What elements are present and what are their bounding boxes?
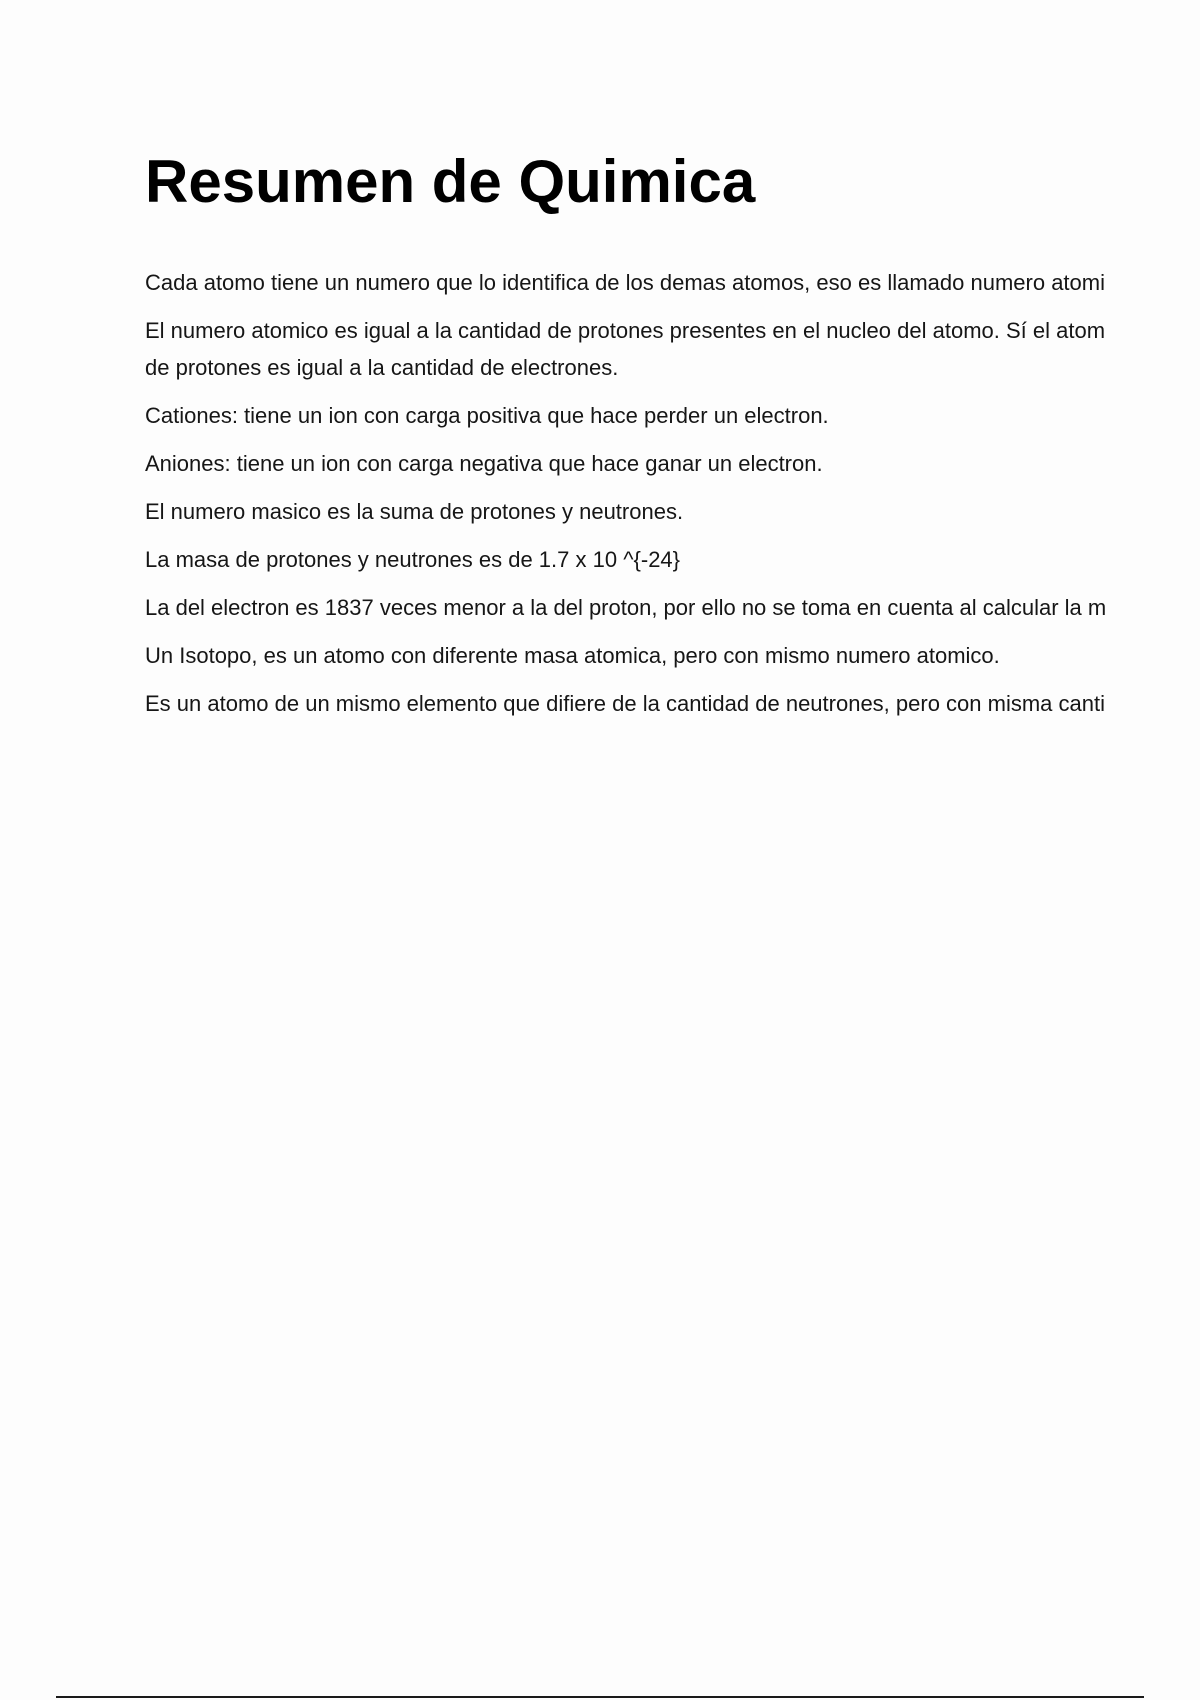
paragraph-atomic-number-definition — [145, 312, 1200, 386]
paragraph-line: El numero atomico es igual a la cantidad de protones presentes en el nucleo del atomo. Sí el atom — [145, 318, 1106, 343]
paragraph-mass-number: El numero masico es la suma de protones y neutrones. — [145, 499, 684, 524]
paragraph-anions: Aniones: tiene un ion con carga negativa que hace ganar un electron. — [145, 451, 823, 476]
document-title: Resumen de Quimica — [145, 148, 756, 215]
paragraph-atomic-number-intro: Cada atomo tiene un numero que lo identifica de los demas atomos, eso es llamado numero atomi — [145, 270, 1105, 295]
paragraph-electron-mass: La del electron es 1837 veces menor a la del proton, por ello no se toma en cuenta al calcular la m — [145, 595, 1107, 620]
paragraph-cations: Cationes: tiene un ion con carga positiva que hace perder un electron. — [145, 403, 829, 428]
paragraph-isotope-definition: Un Isotopo, es un atomo con diferente masa atomica, pero con mismo numero atomico. — [145, 643, 1000, 668]
footer-divider — [56, 1696, 1144, 1698]
paragraph-proton-neutron-mass: La masa de protones y neutrones es de 1.7 x 10 ^{-24} — [145, 547, 681, 572]
paragraph-line: de protones es igual a la cantidad de electrones. — [145, 355, 619, 380]
paragraph-isotope-neutrons: Es un atomo de un mismo elemento que difiere de la cantidad de neutrones, pero con misma canti — [145, 691, 1105, 716]
document-body — [145, 264, 1200, 733]
